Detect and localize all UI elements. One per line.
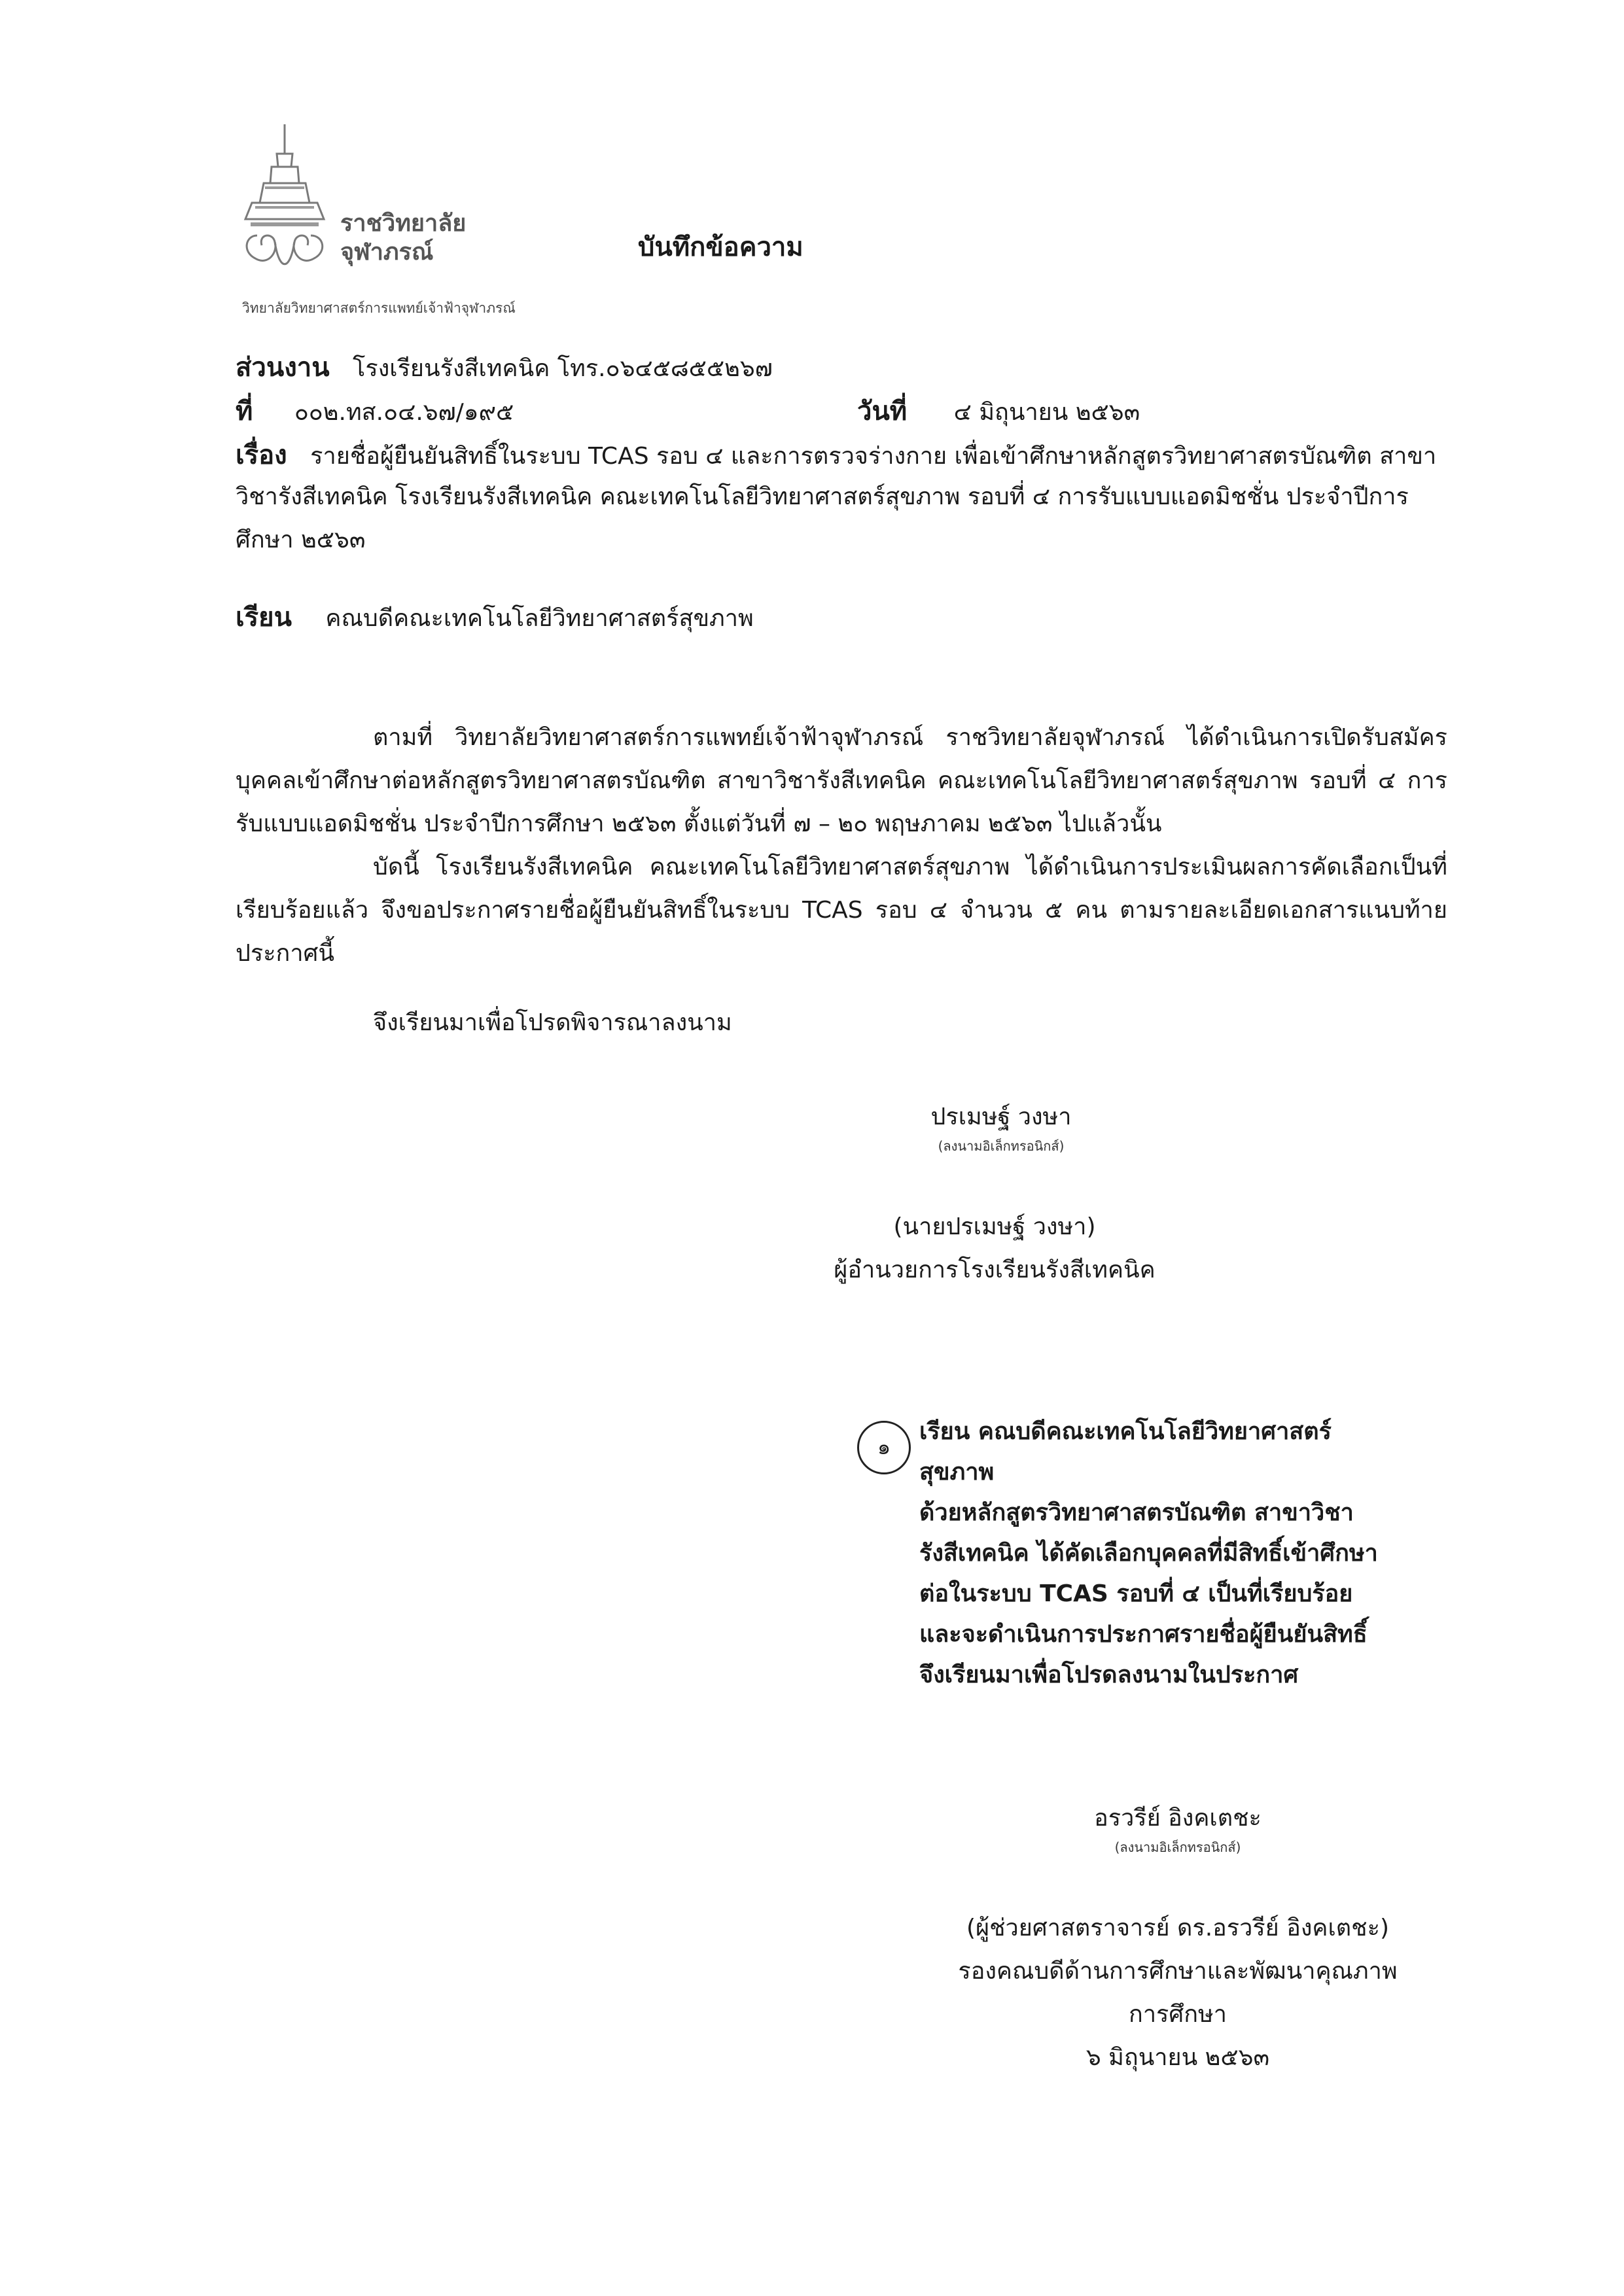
closing-line: จึงเรียนมาเพื่อโปรดพิจารณาลงนาม bbox=[373, 1009, 732, 1036]
note-line: ด้วยหลักสูตรวิทยาศาสตรบัณฑิต สาขาวิชา bbox=[919, 1499, 1354, 1526]
department-row bbox=[236, 352, 773, 383]
subject-row bbox=[236, 440, 1436, 471]
addressee-label: เรียน bbox=[236, 602, 292, 633]
reference-number: ๐๐๒.ทส.๐๔.๖๗/๑๙๕ bbox=[294, 399, 514, 426]
signer2-name: (ผู้ช่วยศาสตราจารย์ ดร.อรวรีย์ อิงคเตชะ) bbox=[966, 1915, 1389, 1941]
note-line: ต่อในระบบ TCAS รอบที่ ๔ เป็นที่เรียบร้อย bbox=[919, 1580, 1353, 1607]
note-line: เรียน คณบดีคณะเทคโนโลยีวิทยาศาสตร์ bbox=[919, 1418, 1332, 1445]
signer1-name: (นายปรเมษฐ์ วงษา) bbox=[893, 1213, 1096, 1240]
note-line: และจะดำเนินการประกาศรายชื่อผู้ยืนยันสิทธิ์ bbox=[919, 1621, 1368, 1648]
signer2-position-line1: รองคณบดีด้านการศึกษาและพัฒนาคุณภาพ bbox=[958, 1958, 1398, 1985]
signer2-date: ๖ มิถุนายน ๒๕๖๓ bbox=[1086, 2044, 1270, 2071]
subject-line1: รายชื่อผู้ยืนยันสิทธิ์ในระบบ TCAS รอบ ๔ และการตรวจร่างกาย เพื่อเข้าศึกษาหลักสูตรวิทยาศาสตรบัณฑิต สาขา bbox=[310, 443, 1437, 470]
note-line: รังสีเทคนิค ได้คัดเลือกบุคคลที่มีสิทธิ์เข้าศึกษา bbox=[919, 1540, 1378, 1567]
signer2-signature: อรวรีย์ อิงคเตชะ bbox=[1094, 1805, 1262, 1832]
department-label: ส่วนงาน bbox=[236, 353, 330, 383]
reference-row bbox=[236, 396, 514, 427]
subject-line3: ศึกษา ๒๕๖๓ bbox=[236, 527, 366, 553]
subject-line2: วิชารังสีเทคนิค โรงเรียนรังสีเทคนิค คณะเทคโนโลยีวิทยาศาสตร์สุขภาพ รอบที่ ๔ การรับแบบแอดมิชชั่น ประจำปีการ bbox=[236, 483, 1409, 510]
reference-label: ที่ bbox=[236, 396, 253, 426]
org-name-line2: จุฬาภรณ์ bbox=[340, 239, 434, 266]
note-line: จึงเรียนมาเพื่อโปรดลงนามในประกาศ bbox=[919, 1661, 1299, 1688]
note-number-circle: ๑ bbox=[857, 1421, 911, 1474]
signer1-position: ผู้อำนวยการโรงเรียนรังสีเทคนิค bbox=[834, 1257, 1156, 1283]
college-emblem-logo bbox=[239, 121, 344, 278]
department-value: โรงเรียนรังสีเทคนิค โทร.๐๖๔๕๘๕๕๒๖๗ bbox=[353, 355, 773, 382]
signer1-esignature-note: (ลงนามอิเล็กทรอนิกส์) bbox=[938, 1138, 1065, 1154]
document-title: บันทึกข้อความ bbox=[638, 232, 803, 262]
date-row bbox=[857, 396, 1140, 427]
note-line: สุขภาพ bbox=[919, 1459, 995, 1486]
signer2-position-line2: การศึกษา bbox=[1129, 2001, 1227, 2028]
note-block bbox=[919, 1412, 1417, 1696]
date-value: ๔ มิถุนายน ๒๕๖๓ bbox=[953, 399, 1140, 426]
body-paragraph-1: ตามที่ วิทยาลัยวิทยาศาสตร์การแพทย์เจ้าฟ้าจุฬาภรณ์ ราชวิทยาลัยจุฬาภรณ์ ได้ดำเนินการเปิดรับสมัครบุคคลเข้าศึกษาต่อหลักสูตรวิทยาศาสตรบัณฑิต สาขาวิชารังสีเทคนิค คณะเทคโนโลยีวิทยาศาสตร์สุขภาพ รอบที่ ๔ การรับแบบแอดมิชชั่น ประจำปีการศึกษา ๒๕๖๓ ตั้งแต่วันที่ ๗ – ๒๐ พฤษภาคม ๒๕๖๓ ไปแล้วนั้น bbox=[236, 724, 1447, 837]
addressee-value: คณบดีคณะเทคโนโลยีวิทยาศาสตร์สุขภาพ bbox=[325, 605, 754, 632]
date-label: วันที่ bbox=[857, 396, 908, 426]
subject-label: เรื่อง bbox=[236, 440, 287, 470]
addressee-row bbox=[236, 602, 754, 633]
signer2-esignature-note: (ลงนามอิเล็กทรอนิกส์) bbox=[1114, 1839, 1241, 1855]
org-subtitle: วิทยาลัยวิทยาศาสตร์การแพทย์เจ้าฟ้าจุฬาภรณ์ bbox=[242, 300, 516, 316]
body-paragraph-2: บัดนี้ โรงเรียนรังสีเทคนิค คณะเทคโนโลยีวิทยาศาสตร์สุขภาพ ได้ดำเนินการประเมินผลการคัดเลือกเป็นที่เรียบร้อยแล้ว จึงขอประกาศรายชื่อผู้ยืนยันสิทธิ์ในระบบ TCAS รอบ ๔ จำนวน ๕ คน ตามรายละเอียดเอกสารแนบท้ายประกาศนี้ bbox=[236, 854, 1447, 967]
signer1-signature: ปรเมษฐ์ วงษา bbox=[930, 1104, 1072, 1130]
org-name-line1: ราชวิทยาลัย bbox=[340, 210, 467, 237]
